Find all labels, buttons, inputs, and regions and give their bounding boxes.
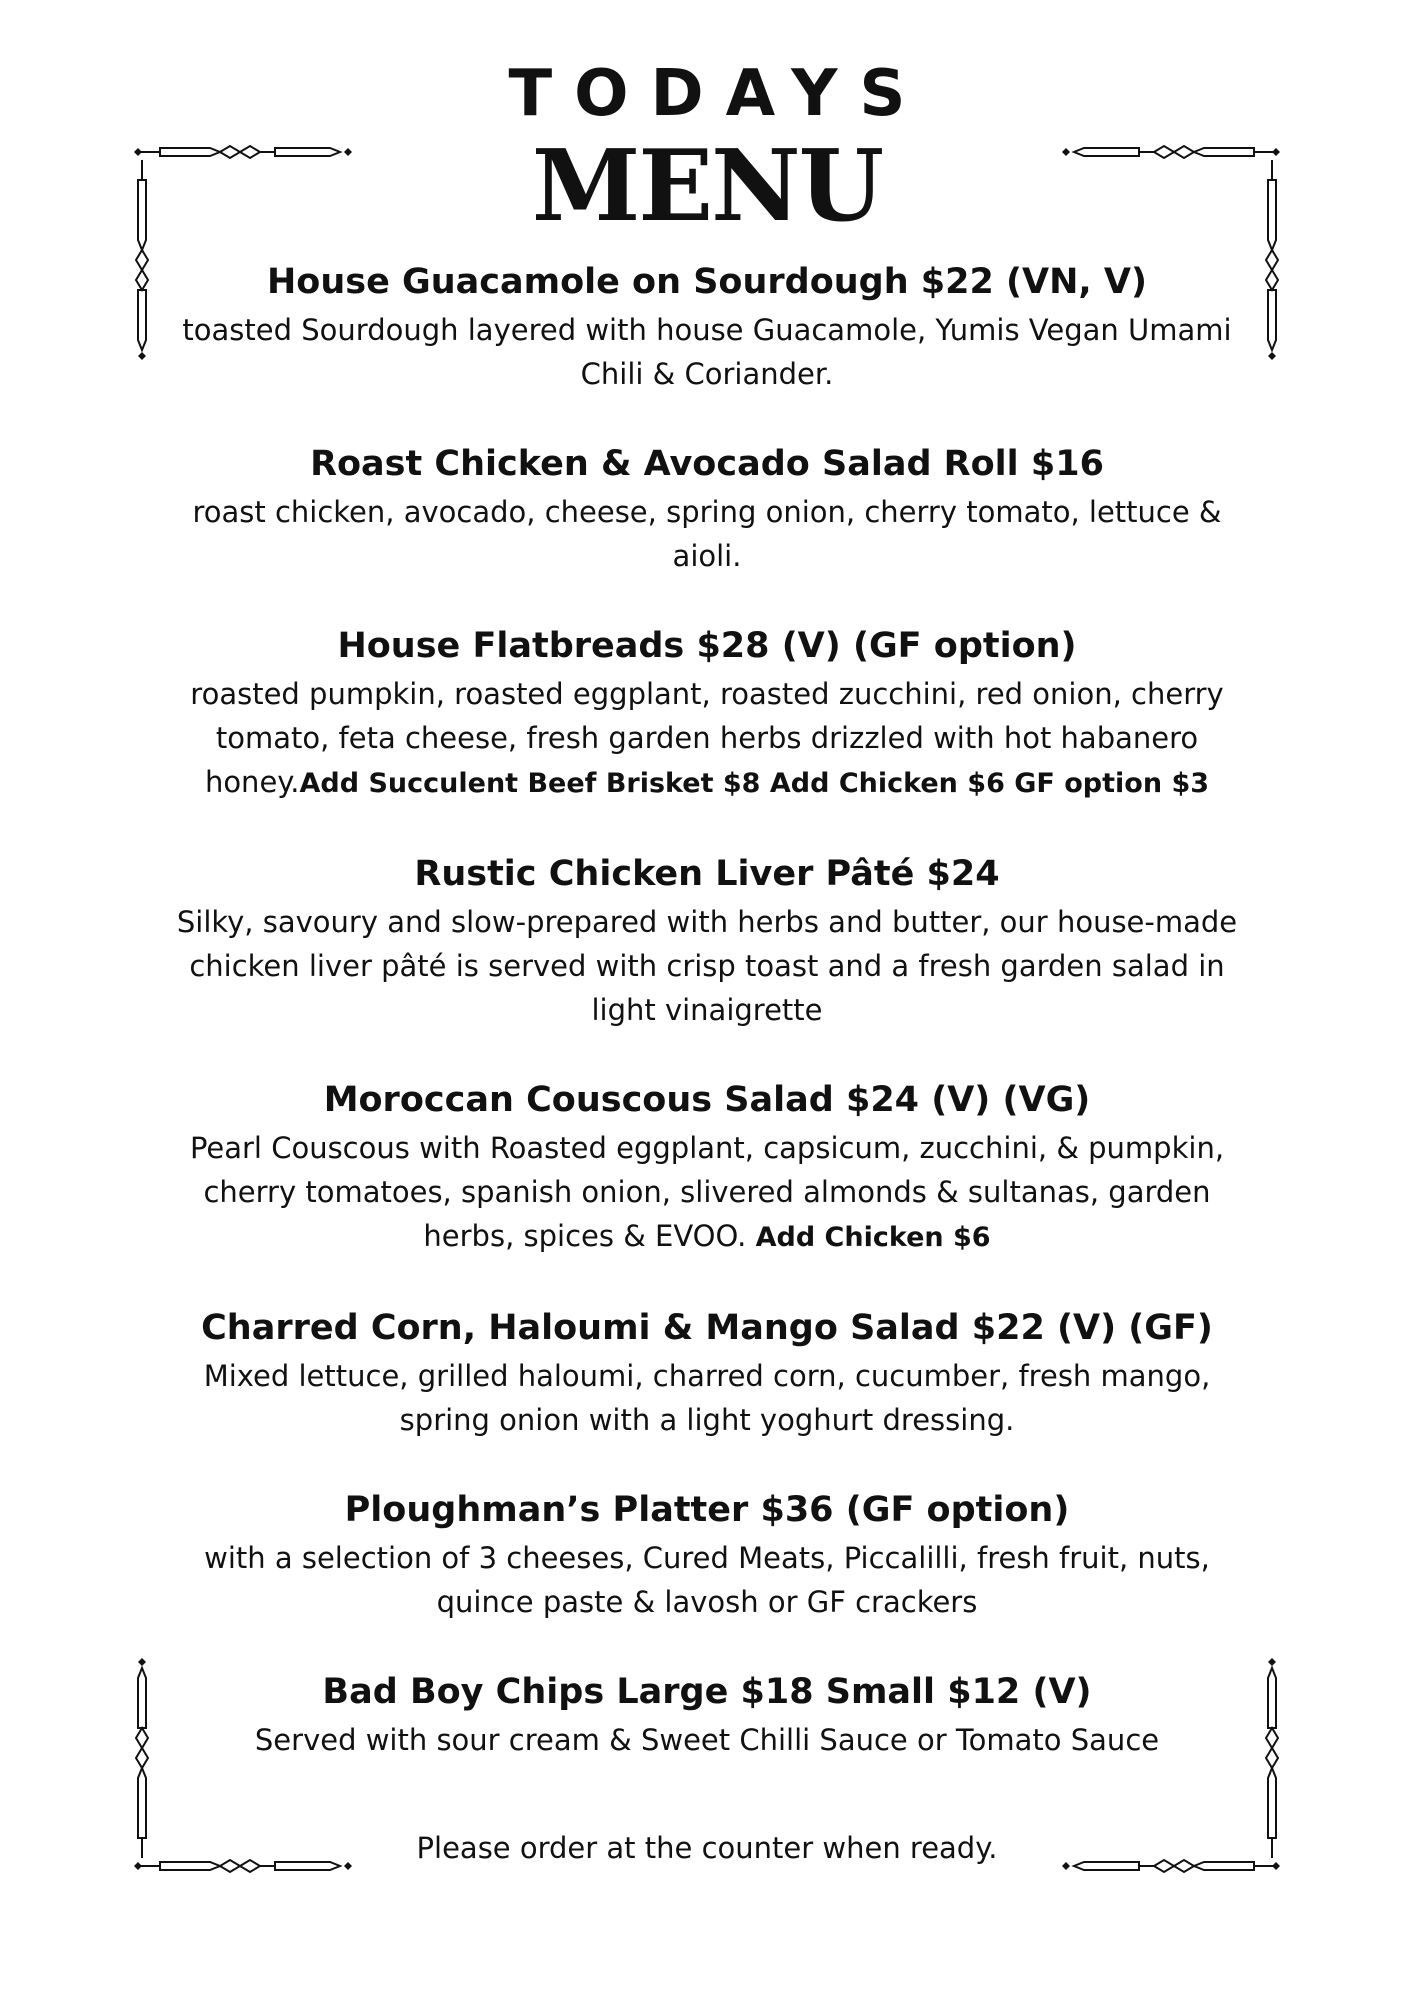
menu-item-title: House Flatbreads $28 (V) (GF option) (337, 626, 1077, 666)
menu-item (160, 440, 1254, 578)
menu-item-addon: Add Succulent Beef Brisket $8 Add Chicken $6 GF option $3 (299, 768, 1210, 799)
menu-item-addon: Add Chicken $6 (755, 1222, 991, 1253)
menu-item (160, 1486, 1254, 1624)
menu-item (160, 622, 1254, 806)
menu-item (160, 850, 1254, 1032)
menu-item-description: roasted pumpkin, roasted eggplant, roasted zucchini, red onion, cherry tomato, feta cheese, fresh garden herbs drizzled with hot habanero honey.Add Succulent Beef Brisket $8 Add Chicken $6 GF option $3 (190, 677, 1224, 799)
menu-item-description: with a selection of 3 cheeses, Cured Meats, Piccalilli, fresh fruit, nuts, quince paste & lavosh or GF crackers (204, 1541, 1210, 1619)
menu-item-description: roast chicken, avocado, cheese, spring onion, cherry tomato, lettuce & aioli. (192, 495, 1222, 573)
menu-item-title: Bad Boy Chips Large $18 Small $12 (V) (322, 1672, 1092, 1712)
menu-item (160, 1304, 1254, 1442)
menu-item-title: Moroccan Couscous Salad $24 (V) (VG) (323, 1080, 1091, 1120)
menu-item (160, 258, 1254, 396)
menu-item-description: Pearl Couscous with Roasted eggplant, capsicum, zucchini, & pumpkin, cherry tomatoes, spanish onion, slivered almonds & sultanas, garden herbs, spices & EVOO. Add Chicken $6 (189, 1131, 1225, 1253)
menu-item-title: Charred Corn, Haloumi & Mango Salad $22 (V) (GF) (201, 1308, 1213, 1348)
menu-item-description: Silky, savoury and slow-prepared with herbs and butter, our house-made chicken liver pâté is served with crisp toast and a fresh garden salad in light vinaigrette (176, 905, 1238, 1027)
menu-item-description: Mixed lettuce, grilled haloumi, charred corn, cucumber, fresh mango, spring onion with a light yoghurt dressing. (203, 1359, 1211, 1437)
menu-item-title: Ploughman’s Platter $36 (GF option) (344, 1490, 1070, 1530)
menu-list (160, 258, 1254, 1806)
menu-item (160, 1076, 1254, 1260)
menu-item-title: Rustic Chicken Liver Pâté $24 (414, 854, 1000, 894)
footer-note: Please order at the counter when ready. (416, 1831, 998, 1865)
menu-item-title: House Guacamole on Sourdough $22 (VN, V) (266, 262, 1147, 302)
menu-item (160, 1668, 1254, 1762)
menu-item-description: toasted Sourdough layered with house Guacamole, Yumis Vegan Umami Chili & Coriander. (182, 313, 1232, 391)
menu-item-description: Served with sour cream & Sweet Chilli Sauce or Tomato Sauce (254, 1723, 1160, 1757)
header-todays: TODAYS (508, 57, 928, 131)
menu-item-title: Roast Chicken & Avocado Salad Roll $16 (310, 444, 1104, 484)
header-menu-title: MENU (531, 129, 883, 244)
